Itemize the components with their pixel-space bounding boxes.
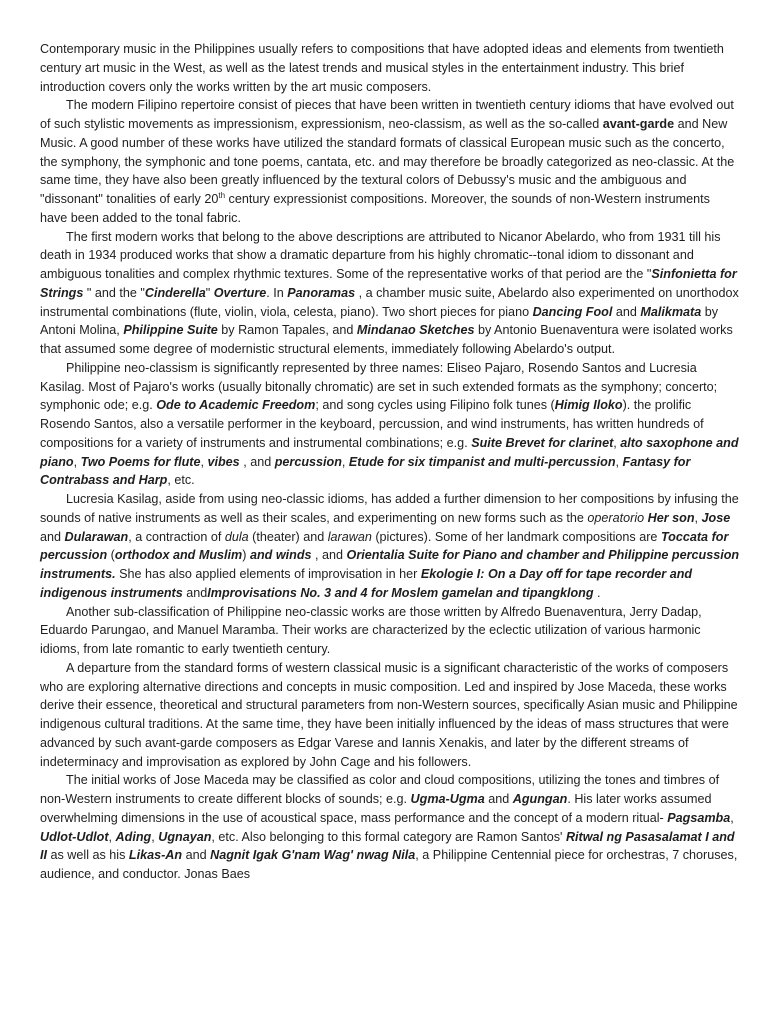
text-run: The modern Filipino repertoire consist of pieces that have been written in twentieth century idioms that have evolved out of such stylistic movements as impressionism, expressionism, neo-classism, as well as the so-called [40,98,734,131]
text-run: , [615,454,623,469]
work-title: Philippine Suite [123,323,218,338]
work-title: Her son [647,510,695,525]
work-title: Ading [115,829,152,844]
text-run: A departure from the standard forms of western classical music is a significant characteristic of the works of composers who are exploring alternative directions and concepts in music composition. Led and inspired by Jose Maceda, these works derive their essence, theoretical and structural parameters from non-Western sources, specifically Asian music and Philippine indigenous cultural traditions. At the same time, they have been initially influenced by the ideas of mass structures that were advanced by such avant-garde composers as Edgar Varese and Iannis Xenakis, and later by the different streams of indeterminacy and improvisation as explored by John Cage and his followers. [40,660,738,769]
text-run: as well as his [47,848,129,863]
work-title: vibes [207,454,240,469]
text-run: , [694,510,702,525]
text-run: , [108,829,116,844]
work-title: Panoramas [287,285,356,300]
work-title: Orientalia Suite for Piano and chamber and Philippine percussion instruments. [40,548,740,581]
work-title: Agungan [512,792,568,806]
text-run: ; and song cycles using Filipino folk tunes ( [315,398,555,413]
work-title: Himig Iloko [554,398,623,413]
paragraph [40,359,740,490]
text-run: and [484,792,513,806]
text-run: , [200,454,208,469]
work-title: Toccata for percussion [40,529,729,563]
work-title: and winds [249,548,312,563]
text-run: The initial works of Jose Maceda may be classified as color and cloud compositions, utilizing the tones and timbres of non-Western instruments to create different blocks of sounds; e.g. [40,773,720,806]
text-run: and [182,585,208,600]
text-run: and [40,529,65,544]
text-run: , a Philippine Centennial piece for orchestras, 7 choruses, audience, and conductor. Jonas Baes [40,848,738,881]
text-run: She has also applied elements of improvisation in her [115,567,421,581]
text-run: , [730,810,734,825]
italic-term: dula [224,529,249,544]
work-title: Udlot-Udlot [40,829,109,844]
text-run: , a contraction of [128,529,225,544]
text-run: (theater) and [248,529,328,544]
work-title: Dancing Fool [532,304,613,319]
paragraph [40,603,740,659]
work-title: Improvisations No. 3 and 4 for Moslem gamelan and tipangklong [207,585,594,600]
work-title: Cinderella [144,285,206,300]
work-title: Likas-An [128,848,183,863]
italic-term: operatorio [587,510,645,525]
text-run: . [593,585,601,600]
text-run: (pictures). Some of her landmark compositions are [371,529,661,544]
italic-term: larawan [327,529,372,544]
work-title: Suite Brevet for clarinet [471,435,614,450]
text-run: , and [239,454,275,469]
work-title: percussion [274,454,342,469]
text-run: . His later works assumed overwhelming dimensions in the use of acoustical space, mass performance and the concept of a modern ritual- [40,792,712,825]
paragraph [40,228,740,359]
work-title: alto saxophone and piano [40,435,739,469]
work-title: Overture [213,285,267,300]
work-title: Ugma-Ugma [410,792,485,806]
text-run: Philippine neo-classism is significantly represented by three names: Eliseo Pajaro, Rosendo Santos and Lucresia Kasilag. Most of Pajaro's works (usually bitonally chromatic) are set in such extended formats as the symphony; concerto; symphonic ode; e.g. [40,360,718,413]
work-title: Ugnayan [158,829,212,844]
text-run: by Ramon Tapales, and [217,323,357,338]
paragraph [40,490,740,603]
paragraph [40,96,740,227]
text-run: , [73,454,81,469]
superscript-text: th [218,190,226,200]
work-title: Malikmata [640,304,702,319]
work-title: Mindanao Sketches [356,323,475,338]
work-title: orthodox and Muslim [114,548,243,563]
text-run: , [341,454,349,469]
work-title: Jose [701,510,731,525]
text-run: " [205,285,214,300]
work-title: Two Poems for flute [80,454,201,469]
text-run: ). the prolific Rosendo Santos, also a versatile performer in the keyboard, percussion, and wind instruments, has written hundreds of compositions for a variety of instruments and instrumental combinations; e.g. [40,398,704,450]
text-run: Lucresia Kasilag, aside from using neo-classic idioms, has added a further dimension to her compositions by infusing the sounds of native instruments as well as their scales, and experimenting on new forms such as the [40,492,739,525]
work-title: Etude for six timpanist and multi-percussion [348,454,616,469]
text-run: The first modern works that belong to the above descriptions are attributed to Nicanor Abelardo, who from 1931 till his death in 1934 produced works that show a dramatic departure from his highly chromatic--tonal idiom to dissonant and ambiguous tonalities and complex rhythmic textures. Some of the representative works of that period are the " [40,229,721,281]
text-run: by Antonio Buenaventura were isolated works that assumed some degree of modernistic structural elements, immediately following Abelardo's output. [40,323,733,356]
text-run: Another sub-classification of Philippine neo-classic works are those written by Alfredo Buenaventura, Jerry Dadap, Eduardo Parungao, and Manuel Maramba. Their works are characterized by the eclectic utilization of various harmonic idioms, from late romantic to early twentieth century. [40,604,702,656]
text-run: , [151,829,159,844]
bold-term: avant-garde [602,117,675,131]
paragraph [40,771,740,884]
text-run: by Antoni Molina, [40,304,719,338]
text-run: . In [266,285,288,300]
work-title: Dularawan [64,529,129,544]
work-title: Ritwal ng Pasasalamat I and II [40,829,735,863]
text-run: ) [242,548,250,563]
text-run: and [612,304,641,319]
text-run: , a chamber music suite, Abelardo also experimented on unorthodox instrumental combinations (flute, violin, viola, celesta, piano). Two short pieces for piano [40,285,739,319]
text-run: , [613,435,621,450]
work-title: Ekologie I: On a Day off for tape recorder and indigenous instruments [40,567,693,600]
text-run: " and the " [83,285,145,300]
paragraph [40,40,740,96]
text-run: and [182,848,211,863]
document-body [40,40,740,884]
paragraph [40,659,740,772]
work-title: Nagnit Igak G'nam Wag' nwag Nila [210,848,416,863]
work-title: Fantasy for Contrabass and Harp [40,454,691,488]
text-run: , and [311,548,347,563]
work-title: Pagsamba [667,810,731,825]
text-run: century expressionist compositions. Moreover, the sounds of non-Western instruments have been added to the tonal fabric. [40,192,710,225]
text-run: , etc. Also belonging to this formal category are Ramon Santos' [211,829,566,844]
work-title: Ode to Academic Freedom [156,398,316,413]
work-title: Sinfonietta for Strings [40,267,737,300]
text-run: ( [107,548,115,563]
text-run: Contemporary music in the Philippines usually refers to compositions that have adopted ideas and elements from twentieth century art music in the West, as well as the latest trends and musical styles in the entertainment industry. This brief introduction covers only the works written by the art music composers. [40,42,724,94]
text-run: and New Music. A good number of these works have utilized the standard formats of classical European music such as the concerto, the symphony, the symphonic and tone poems, cantata, etc. and may therefore be broadly categorized as neo-classic. At the same time, they have also been greatly influenced by the textural colors of Debussy's music and the ambiguous and "dissonant" tonalities of early 20 [40,117,735,206]
text-run: , etc. [167,473,195,488]
